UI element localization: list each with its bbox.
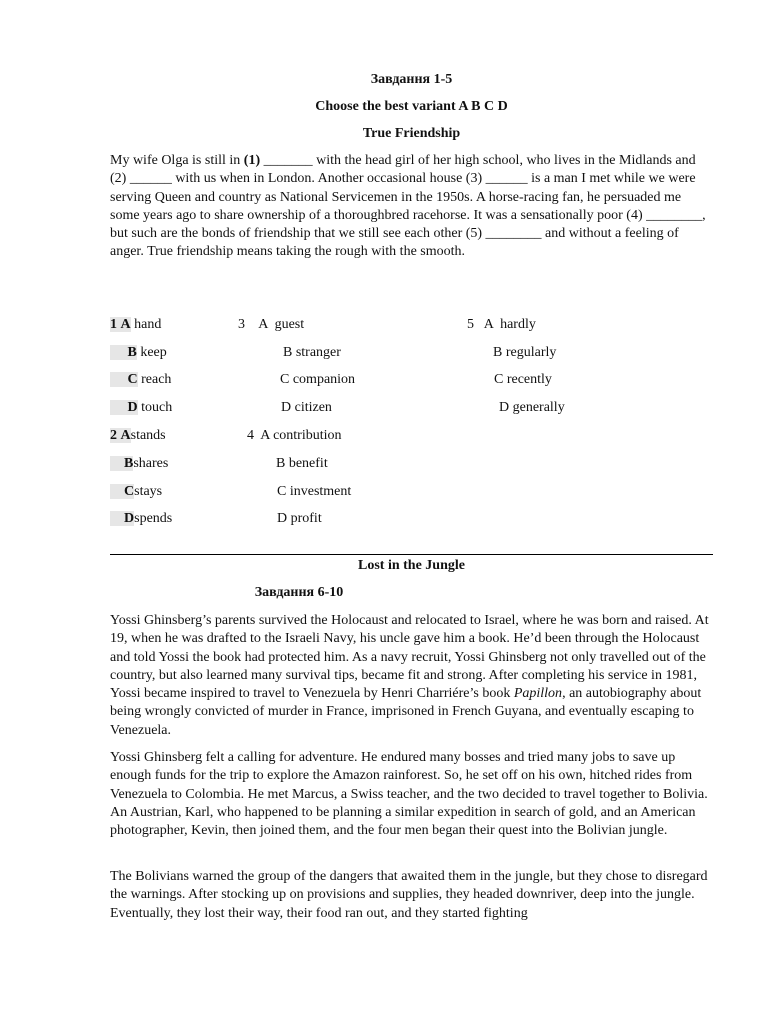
jungle-paragraph-3: The Bolivians warned the group of the dangers that awaited them in the jungle, but they chose to disregard the warnings. After stocking up on provisions and supplies, they headed downriver, deep into the jungle. Eventually, they lost their way, their food ran out, and they started fighting xyxy=(110,869,708,921)
q1-letter-c: C xyxy=(127,372,138,387)
q2-word-b: shares xyxy=(133,456,169,471)
task-heading-1-5: Завдання 1-5 xyxy=(370,72,453,87)
q2-number: 2 xyxy=(110,428,117,443)
q1-word-c: reach xyxy=(141,372,172,387)
q3-option-b: B stranger xyxy=(283,345,341,360)
jungle-paragraph-1 xyxy=(110,612,713,740)
q2-letter-c: C xyxy=(124,484,135,499)
q1-option-a xyxy=(110,316,161,334)
q2-word-c: stays xyxy=(134,484,163,499)
instruction-text: Choose the best variant A B C D xyxy=(315,99,508,114)
q1-letter-b: B xyxy=(127,345,137,360)
jungle-p1-text: Yossi Ghinsberg’s parents survived the Holocaust and relocated to Israel, where he was born and raised. At 19, when he was drafted to the Israeli Navy, his uncle gave him a book. He’d been through the Holocaust and told Yossi the book had protected him. As a navy recruit, Yossi Ghinsberg not only travelled out of the country, but also learned many survival tips, became fit and strong. After completing his service in 1981, Yossi became inspired to travel to Venezuela by Henri Charriére’s book xyxy=(110,613,709,702)
gap-1-marker: (1) xyxy=(243,153,261,168)
task-heading-6-10: Завдання 6-10 xyxy=(254,585,344,600)
q1-option-d xyxy=(110,399,172,417)
passage-text-rest: _______ with the head girl of her high school, who lives in the Midlands and (2) ______ with us when in London. Another occasional house (3) ______ is a man I met while we were serving Queen and country as National Servicemen in the 1950s. A horse-racing fan, he persuaded me some years ago to share ownership of a thoroughbred racehorse. It was a sensationally poor (4) ________, but such are the bonds of friendship that we still see each other (5) ________ and without a feeling of anger. True friendship means taking the rough with the smooth. xyxy=(110,153,706,260)
q4-option-d: D profit xyxy=(277,511,322,526)
q2-option-b xyxy=(110,455,168,473)
passage-title-true-friendship: True Friendship xyxy=(362,126,461,141)
q2-letter-d: D xyxy=(124,511,135,526)
passage-title-lost-in-jungle: Lost in the Jungle xyxy=(358,558,465,573)
jungle-p1-text-end: , an autobiography about being wrongly convicted of murder in France, imprisoned in French Guyana, and eventually escaping to Venezuela. xyxy=(110,686,702,738)
q1-letter-d: D xyxy=(127,400,138,415)
q4-option-b: B benefit xyxy=(276,456,328,471)
q1-word-b: keep xyxy=(140,345,167,360)
q5-option-b: B regularly xyxy=(493,345,557,360)
q2-option-a xyxy=(110,427,166,445)
q1-word-a: hand xyxy=(134,317,162,332)
section-divider xyxy=(110,554,713,555)
q1-option-c xyxy=(110,371,171,389)
q1-option-b xyxy=(110,344,167,362)
q3-option-d: D citizen xyxy=(281,400,332,415)
q4-option-a: 4 A contribution xyxy=(247,428,342,443)
q3-option-a: 3 A guest xyxy=(238,317,305,332)
q1-number: 1 xyxy=(110,317,117,332)
q5-option-d: D generally xyxy=(499,400,565,415)
book-title-papillon: Papillon xyxy=(513,686,563,702)
q1-word-d: touch xyxy=(141,400,173,415)
q5-option-c: C recently xyxy=(494,372,552,387)
q2-word-a: stands xyxy=(130,428,166,443)
passage-true-friendship xyxy=(110,152,713,262)
q2-word-d: spends xyxy=(134,511,173,526)
q2-letter-b: B xyxy=(124,456,134,471)
q1-letter-a: A xyxy=(120,317,131,332)
q2-option-c xyxy=(110,483,162,501)
q2-letter-a: A xyxy=(120,428,131,443)
q5-option-a: 5 A hardly xyxy=(467,317,536,332)
passage-text-start: My wife Olga is still in xyxy=(110,153,244,168)
q3-option-c: C companion xyxy=(280,372,356,387)
q2-option-d xyxy=(110,510,172,528)
q4-option-c: C investment xyxy=(277,484,352,499)
jungle-paragraph-2: Yossi Ghinsberg felt a calling for adventure. He endured many bosses and tried many jobs to save up enough funds for the trip to explore the Amazon rainforest. So, he set off on his own, hitched rides from Venezuela to Colombia. He met Marcus, a Swiss teacher, and the two decided to travel together to Bolivia. An Austrian, Karl, who happened to be planning a similar expedition in search of gold, and an American photographer, Kevin, then joined them, and the four men began their quest into the Bolivian jungle. xyxy=(110,750,708,839)
